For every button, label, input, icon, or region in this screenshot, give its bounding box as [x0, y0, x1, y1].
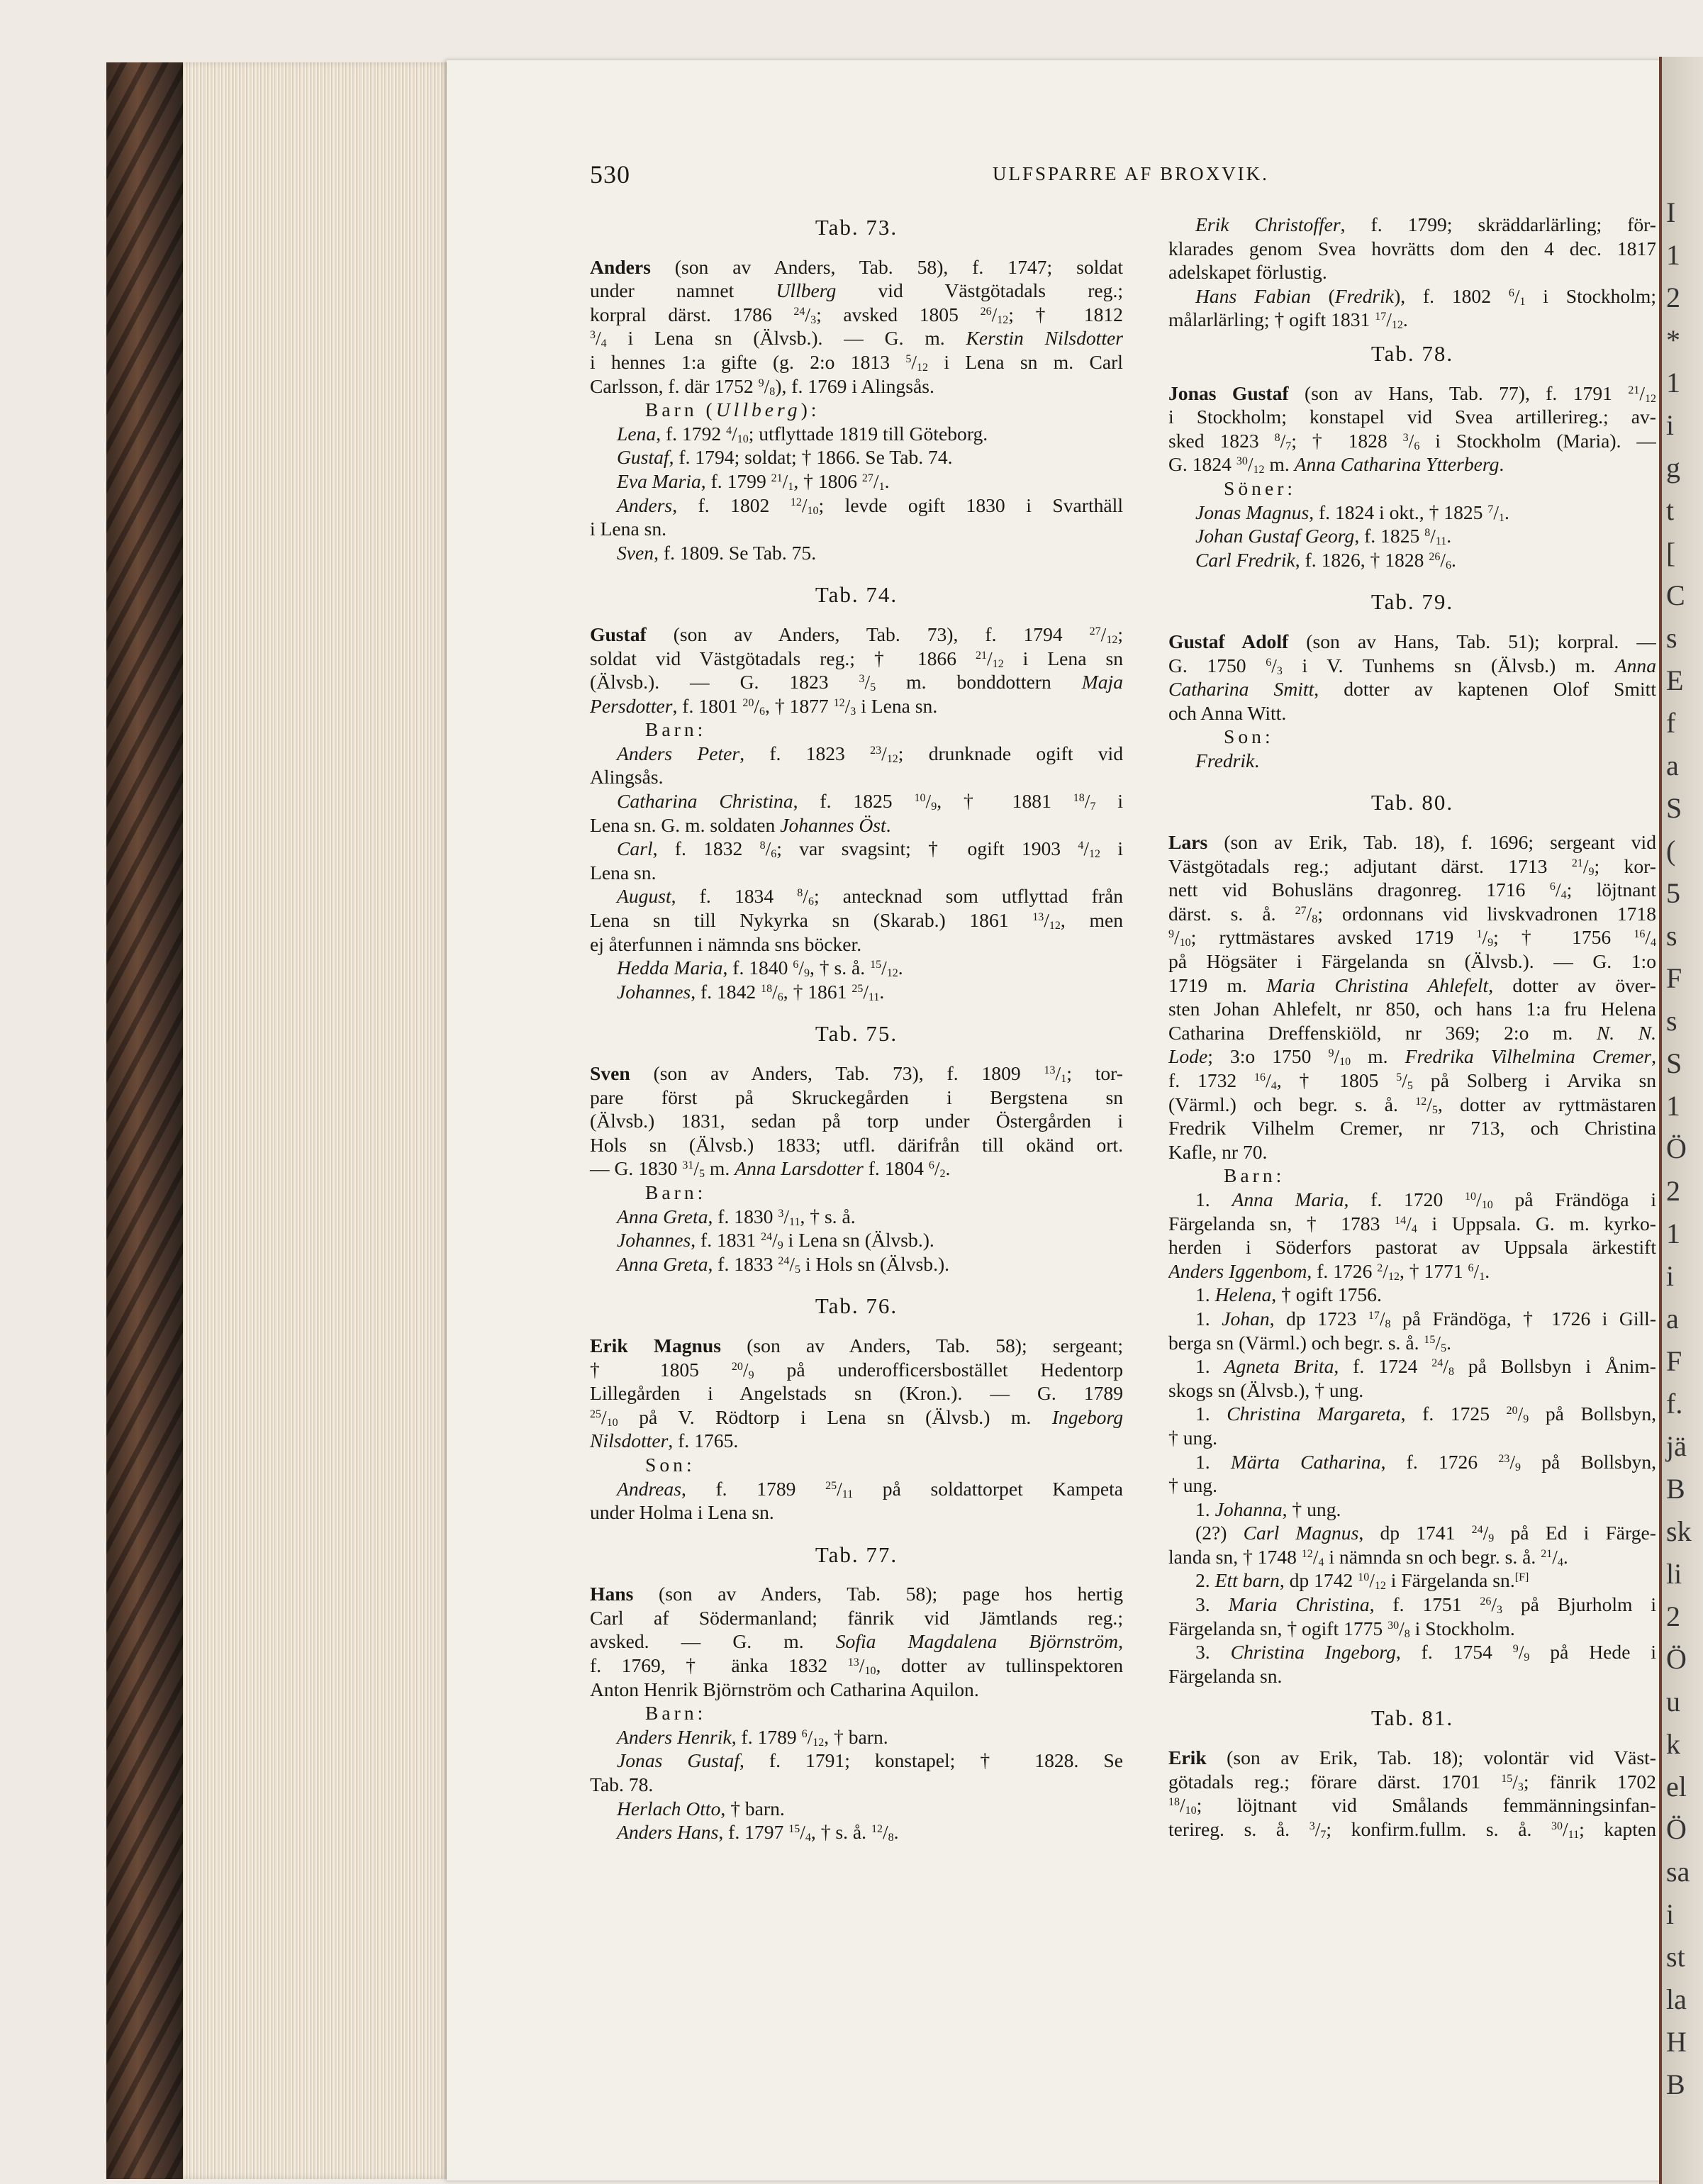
text-line: (Älvsb.) 1831, sedan på torp under Östergården i [590, 1110, 1123, 1132]
text-line: Färgelanda sn, † 1783 $^{14}/_4$ i Uppsala. G. m. kyrko- [1168, 1212, 1656, 1235]
children-label: Barn: [1224, 1164, 1285, 1187]
text-line: Anders Hans, f. 1797 $^{15}/_4$, † s. å. $^{12}/_8$. [617, 1821, 899, 1844]
adjacent-page-fragment: 2 [1666, 1600, 1680, 1632]
text-line: † 1805 $^{20}/_9$ på underofficersbostället Hedentorp [590, 1358, 1123, 1381]
text-line: G. 1824 $^{30}/_{12}$ m. Anna Catharina Ytterberg. [1168, 453, 1504, 477]
text-line: Lillegården i Angelstads sn (Kron.). — G. 1789 [590, 1382, 1123, 1405]
text-line: Catharina Smitt, dotter av kaptenen Olof Smitt [1168, 678, 1656, 701]
adjacent-page-fragment: 2 [1666, 1175, 1680, 1207]
text-line: Tab. 78. [590, 1773, 654, 1796]
adjacent-page-fragment: 1 [1666, 1090, 1680, 1122]
tab-heading: Tab. 74. [815, 582, 898, 608]
adjacent-page-fragment: * [1666, 324, 1680, 356]
adjacent-page-fragment: 2 [1666, 282, 1680, 313]
text-line: i Lena sn. [590, 518, 667, 540]
adjacent-page-fragment: i [1666, 1260, 1675, 1292]
adjacent-page-fragment: g [1666, 452, 1680, 484]
text-line: Johannes, f. 1842 $^{18}/_6$, † 1861 $^{25}/_{11}$. [617, 980, 885, 1003]
text-line: Lena, f. 1792 $^4/_{10}$; utflyttade 1819 till Göteborg. [617, 422, 988, 445]
text-line: Carl Fredrik, f. 1826, † 1828 $^{26}/_6$. [1195, 548, 1456, 572]
text-line: 3. Maria Christina, f. 1751 $^{26}/_3$ på Bjurholm i [1195, 1593, 1656, 1617]
text-line: Jonas Gustaf, f. 1791; konstapel; † 1828. Se [617, 1749, 1123, 1772]
text-line: Fredrik Vilhelm Cremer, nr 713, och Christina [1168, 1117, 1656, 1140]
text-line: Sven (son av Anders, Tab. 73), f. 1809 $^{13}/_1$; tor- [590, 1062, 1123, 1085]
text-line: $^9/_{10}$; ryttmästares avsked 1719 $^1/_9$; † 1756 $^{16}/_4$ [1168, 926, 1656, 949]
text-line: och Anna Witt. [1168, 701, 1287, 724]
tab-heading: Tab. 79. [1370, 589, 1454, 615]
adjacent-page-fragment: Ö [1666, 1643, 1687, 1675]
text-line: Johannes, f. 1831 $^{24}/_9$ i Lena sn (Älvsb.). [617, 1229, 934, 1252]
text-line: 2. Ett barn, dp 1742 $^{10}/_{12}$ i Färgelanda sn.[F] [1195, 1569, 1529, 1593]
text-line: i Stockholm; konstapel vid Svea artillerireg.; av- [1168, 406, 1656, 428]
text-line: Carl af Södermanland; fänrik vid Jämtlands reg.; [590, 1606, 1123, 1629]
text-line: Jonas Gustaf (son av Hans, Tab. 77), f. 1791 $^{21}/_{12}$ [1168, 381, 1656, 405]
text-line: Nilsdotter, f. 1765. [590, 1430, 739, 1452]
tab-heading: Tab. 77. [815, 1542, 898, 1567]
children-label: Barn: [645, 1702, 707, 1725]
text-line: 1. Agneta Brita, f. 1724 $^{24}/_8$ på Bollsbyn i Ånim- [1195, 1355, 1656, 1378]
page-number: 530 [590, 160, 630, 189]
adjacent-page-fragment: ( [1666, 835, 1676, 867]
text-line: Färgelanda sn, † ogift 1775 $^{30}/_8$ i Stockholm. [1168, 1617, 1515, 1640]
children-label: Barn (Ullberg): [645, 399, 820, 421]
text-line: G. 1750 $^6/_3$ i V. Tunhems sn (Älvsb.) m. Anna [1168, 654, 1656, 677]
text-line: Sven, f. 1809. Se Tab. 75. [617, 541, 817, 564]
text-line: 1. Anna Maria, f. 1720 $^{10}/_{10}$ på Frändöga i [1195, 1188, 1656, 1211]
adjacent-page-edge [1659, 57, 1703, 2184]
text-line: Gustaf Adolf (son av Hans, Tab. 51); korpral. — [1168, 630, 1656, 652]
text-line: f. 1732 $^{16}/_4$, † 1805 $^5/_5$ på Solberg i Arvika sn [1168, 1069, 1656, 1092]
text-line: Färgelanda sn. [1168, 1664, 1283, 1687]
text-line: korpral därst. 1786 $^{24}/_3$; avsked 1805 $^{26}/_{12}$; † 1812 [590, 303, 1123, 326]
adjacent-page-fragment: 5 [1666, 877, 1680, 909]
text-line: $^{25}/_{10}$ på V. Rödtorp i Lena sn (Älvsb.) m. Ingeborg [590, 1405, 1123, 1429]
text-line: under namnet Ullberg vid Västgötadals reg.; [590, 279, 1124, 302]
children-label: Barn: [645, 1181, 707, 1203]
text-line: Catharina Christina, f. 1825 $^{10}/_9$, † 1881 $^{18}/_7$ i [617, 790, 1124, 813]
adjacent-page-fragment: la [1666, 1983, 1687, 2015]
text-line: sten Johan Ahlefelt, nr 850, och hans 1:a fru Helena [1168, 998, 1656, 1020]
children-label: Söner: [1224, 477, 1297, 499]
text-line: Erik Magnus (son av Anders, Tab. 58); sergeant; [590, 1334, 1123, 1356]
text-line: Herlach Otto, † barn. [617, 1797, 785, 1820]
text-line: — G. 1830 $^{31}/_5$ m. Anna Larsdotter f. 1804 $^6/_2$. [590, 1157, 951, 1181]
text-line: (Värml.) och begr. s. å. $^{12}/_5$, dotter av ryttmästaren [1168, 1093, 1656, 1116]
adjacent-page-fragment: f. [1666, 1388, 1683, 1420]
text-line: nett vid Bohusläns dragonreg. 1716 $^6/_4$; löjtnant [1168, 879, 1656, 902]
text-line: Johan Gustaf Georg, f. 1825 $^8/_{11}$. [1195, 525, 1452, 548]
adjacent-page-fragment: jä [1666, 1430, 1687, 1462]
text-line: målarlärling; † ogift 1831 $^{17}/_{12}$. [1168, 308, 1408, 332]
text-line: Erik (son av Erik, Tab. 18); volontär vid Väst- [1168, 1746, 1656, 1769]
text-line: på Högsäter i Färgelanda sn (Älvsb.). — G. 1:o [1168, 950, 1656, 973]
text-line: terireg. s. å. $^3/_7$; konfirm.fullm. s. å. $^{30}/_{11}$; kapten [1168, 1817, 1656, 1841]
adjacent-page-fragment: i [1666, 409, 1675, 441]
adjacent-page-fragment: S [1666, 792, 1682, 824]
text-line: Carlsson, f. där 1752 $^9/_8$), f. 1769 i Alingsås. [590, 374, 934, 398]
text-line: August, f. 1834 $^8/_6$; antecknad som utflyttad från [617, 885, 1123, 908]
tab-heading: Tab. 81. [1370, 1705, 1454, 1731]
text-line: Anders (son av Anders, Tab. 58), f. 1747; soldat [590, 255, 1123, 278]
text-line: 1. Christina Margareta, f. 1725 $^{20}/_9$ på Bollsbyn, [1195, 1403, 1656, 1426]
text-line: (Älvsb.). — G. 1823 $^3/_5$ m. bonddottern Maja [590, 671, 1123, 694]
adjacent-page-fragment: t [1666, 494, 1675, 526]
adjacent-page-fragment: B [1666, 1473, 1685, 1505]
text-line: under Holma i Lena sn. [590, 1501, 774, 1524]
page-edges [183, 62, 452, 2179]
text-line: Alingsås. [590, 766, 664, 789]
adjacent-page-fragment: st [1666, 1941, 1685, 1973]
text-line: 1. Johan, dp 1723 $^{17}/_8$ på Frändöga, † 1726 i Gill- [1195, 1307, 1656, 1330]
children-label: Son: [1224, 725, 1274, 748]
text-line: $^3/_4$ i Lena sn (Älvsb.). — G. m. Kerstin Nilsdotter [590, 327, 1124, 350]
text-line: 1. Helena, † ogift 1756. [1195, 1283, 1382, 1306]
text-line: Lena sn till Nykyrka sn (Skarab.) 1861 $^{13}/_{12}$, men [590, 909, 1124, 932]
adjacent-page-fragment: a [1666, 750, 1679, 781]
text-line: Lode; 3:o 1750 $^9/_{10}$ m. Fredrika Vilhelmina Cremer, [1168, 1045, 1656, 1069]
tab-heading: Tab. 73. [815, 215, 898, 240]
adjacent-page-fragment: sk [1666, 1515, 1692, 1547]
adjacent-page-fragment: B [1666, 2068, 1685, 2100]
text-line: Hols sn (Älvsb.) 1833; utfl. därifrån till okänd ort. [590, 1133, 1123, 1156]
text-line: Anders Peter, f. 1823 $^{23}/_{12}$; drunknade ogift vid [617, 742, 1124, 765]
book-cover-left [106, 62, 186, 2179]
right-column [1168, 213, 1656, 1841]
adjacent-page-fragment: li [1666, 1558, 1682, 1590]
text-line: † ung. [1168, 1474, 1217, 1497]
text-line: Jonas Magnus, f. 1824 i okt., † 1825 $^7/_1$. [1195, 501, 1509, 524]
text-line: 1. Märta Catharina, f. 1726 $^{23}/_9$ på Bollsbyn, [1195, 1450, 1656, 1473]
text-line: Eva Maria, f. 1799 $^{21}/_1$, † 1806 $^{27}/_1$. [617, 469, 890, 493]
adjacent-page-fragment: el [1666, 1771, 1687, 1803]
text-line: f. 1769, † änka 1832 $^{13}/_{10}$, dotter av tullinspektoren [590, 1654, 1123, 1678]
adjacent-page-fragment: s [1666, 622, 1677, 654]
children-label: Barn: [645, 718, 707, 741]
adjacent-page-fragment: Ö [1666, 1132, 1687, 1164]
adjacent-page-fragment: f [1666, 707, 1676, 739]
text-line: $^{18}/_{10}$; löjtnant vid Smålands femmänningsinfan- [1168, 1794, 1656, 1817]
adjacent-page-fragment: i [1666, 1898, 1675, 1930]
tab-heading: Tab. 80. [1370, 790, 1454, 815]
text-line: Anton Henrik Björnström och Catharina Aquilon. [590, 1678, 979, 1700]
adjacent-page-fragment: sa [1666, 1856, 1690, 1888]
text-line: Anders Iggenbom, f. 1726 $^2/_{12}$, † 1771 $^6/_1$. [1168, 1259, 1490, 1283]
text-line: † ung. [1168, 1426, 1217, 1449]
adjacent-page-fragment: a [1666, 1303, 1679, 1335]
adjacent-page-fragment: C [1666, 579, 1685, 611]
tab-heading: Tab. 76. [815, 1293, 898, 1319]
text-line: klarades genom Svea hovrätts dom den 4 dec. 1817 [1168, 237, 1656, 260]
text-line: Anna Greta, f. 1830 $^3/_{11}$, † s. å. [617, 1205, 856, 1228]
text-line: skogs sn (Älvsb.), † ung. [1168, 1378, 1364, 1401]
text-line: berga sn (Värml.) och begr. s. å. $^{15}/_5$. [1168, 1331, 1451, 1354]
text-line: Lena sn. G. m. soldaten Johannes Öst. [590, 813, 891, 836]
adjacent-page-fragment: Ö [1666, 1813, 1687, 1845]
text-line: Hedda Maria, f. 1840 $^6/_9$, † s. å. $^{15}/_{12}$. [617, 957, 903, 980]
text-line: därst. s. å. $^{27}/_8$; ordonnans vid livskvadronen 1718 [1168, 902, 1656, 925]
text-line: Gustaf (son av Anders, Tab. 73), f. 1794 $^{27}/_{12}$; [590, 623, 1123, 646]
adjacent-page-fragment: [ [1666, 537, 1676, 569]
text-line: Catharina Dreffenskiöld, nr 369; 2:o m. N. N. [1168, 1021, 1656, 1044]
adjacent-page-fragment: k [1666, 1728, 1680, 1760]
adjacent-page-fragment: 1 [1666, 1218, 1680, 1249]
adjacent-page-fragment: I [1666, 196, 1676, 228]
text-line: Västgötadals reg.; adjutant därst. 1713 $^{21}/_9$; kor- [1168, 854, 1656, 878]
text-line: götadals reg.; förare därst. 1701 $^{15}/_3$; fänrik 1702 [1168, 1770, 1656, 1793]
children-label: Son: [645, 1453, 696, 1476]
text-line: Lena sn. [590, 861, 657, 884]
adjacent-page-fragment: 1 [1666, 367, 1680, 399]
adjacent-page-fragment: F [1666, 1345, 1682, 1377]
text-line: i hennes 1:a gifte (g. 2:o 1813 $^5/_{12}$ i Lena sn m. Carl [590, 350, 1123, 374]
text-line: pare först på Skruckegården i Bergstena sn [590, 1086, 1123, 1108]
text-line: Anders, f. 1802 $^{12}/_{10}$; levde ogift 1830 i Svarthäll [617, 494, 1123, 517]
text-line: Hans Fabian (Fredrik), f. 1802 $^6/_1$ i Stockholm; [1195, 284, 1656, 308]
text-line: Hans (son av Anders, Tab. 58); page hos hertig [590, 1583, 1123, 1605]
text-line: ej återfunnen i nämnda sns böcker. [590, 932, 862, 955]
adjacent-page-fragment: u [1666, 1686, 1680, 1717]
tab-heading: Tab. 78. [1370, 340, 1454, 366]
running-title: ULFSPARRE AF BROXVIK. [993, 163, 1269, 184]
adjacent-page-fragment: E [1666, 664, 1684, 696]
text-line: adelskapet förlustig. [1168, 261, 1327, 284]
text-line: Fredrik. [1195, 749, 1260, 771]
text-line: avsked. — G. m. Sofia Magdalena Björnström, [590, 1630, 1123, 1653]
adjacent-page-fragment: s [1666, 1005, 1677, 1037]
text-line: Anders Henrik, f. 1789 $^6/_{12}$, † barn. [617, 1725, 888, 1749]
text-line: Persdotter, f. 1801 $^{20}/_6$, † 1877 $^{12}/_3$ i Lena sn. [590, 694, 938, 718]
text-line: Kafle, nr 70. [1168, 1140, 1268, 1163]
adjacent-page-fragment: 1 [1666, 239, 1680, 271]
text-line: (2?) Carl Magnus, dp 1741 $^{24}/_9$ på Ed i Färge- [1195, 1522, 1656, 1545]
text-line: sked 1823 $^8/_7$; † 1828 $^3/_6$ i Stockholm (Maria). — [1168, 429, 1656, 452]
text-line: 1719 m. Maria Christina Ahlefelt, dotter av över- [1168, 974, 1656, 996]
text-line: 1. Johanna, † ung. [1195, 1498, 1341, 1520]
adjacent-page-fragment: S [1666, 1047, 1682, 1079]
text-line: soldat vid Västgötadals reg.; † 1866 $^{21}/_{12}$ i Lena sn [590, 647, 1123, 670]
adjacent-page-fragment: s [1666, 920, 1677, 952]
text-line: landa sn, † 1748 $^{12}/_4$ i nämnda sn och begr. s. å. $^{21}/_4$. [1168, 1545, 1568, 1569]
adjacent-page-fragment: F [1666, 962, 1682, 994]
text-line: Andreas, f. 1789 $^{25}/_{11}$ på soldattorpet Kampeta [617, 1477, 1123, 1500]
text-line: Carl, f. 1832 $^8/_6$; var svagsint; † ogift 1903 $^4/_{12}$ i [617, 837, 1123, 861]
text-line: herden i Söderfors pastorat av Uppsala ärkestift [1168, 1236, 1656, 1259]
text-line: Anna Greta, f. 1833 $^{24}/_5$ i Hols sn (Älvsb.). [617, 1252, 950, 1276]
left-column [590, 206, 1123, 1844]
text-line: Gustaf, f. 1794; soldat; † 1866. Se Tab. 74. [617, 446, 953, 469]
text-line: Lars (son av Erik, Tab. 18), f. 1696; sergeant vid [1168, 831, 1656, 854]
text-line: 3. Christina Ingeborg, f. 1754 $^9/_9$ på Hede i [1195, 1641, 1656, 1664]
adjacent-page-fragment: H [1666, 2026, 1687, 2058]
tab-heading: Tab. 75. [815, 1021, 898, 1047]
text-line: Erik Christoffer, f. 1799; skräddarlärling; för- [1195, 213, 1656, 235]
